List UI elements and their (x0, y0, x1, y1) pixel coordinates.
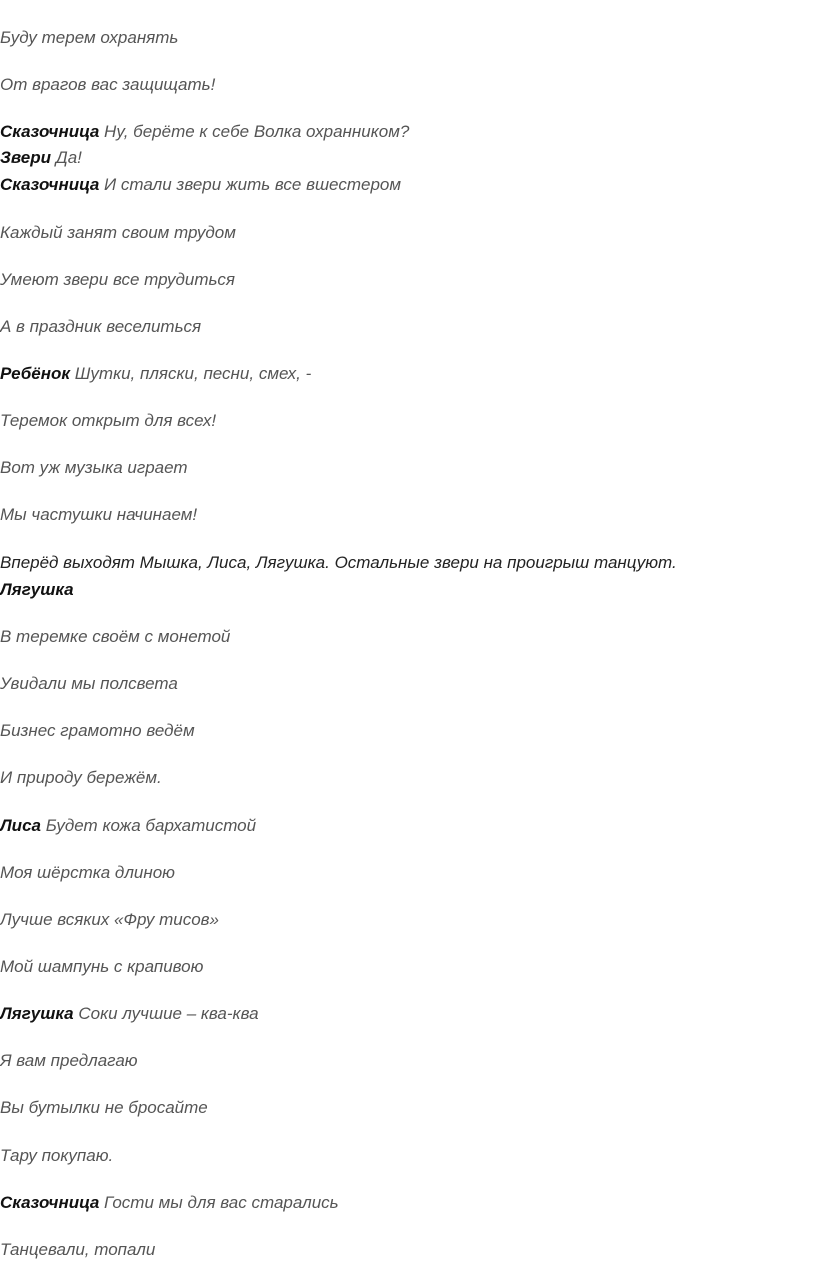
text-line (0, 174, 401, 196)
text-line (0, 457, 188, 479)
text-line (0, 626, 230, 648)
line-text: Будет кожа бархатистой (40, 816, 257, 835)
text-line (0, 720, 195, 742)
line-text: Да! (51, 148, 82, 167)
line-text: Теремок открыт для всех! (0, 411, 217, 430)
text-line (0, 27, 178, 49)
line-text: Ну, берёте к себе Волка охранником? (99, 122, 410, 141)
text-line (0, 74, 215, 96)
line-text: Танцевали, топали (0, 1240, 156, 1259)
speaker-name: Сказочница (0, 175, 100, 194)
line-text: Шутки, пляски, песни, смех, - (70, 364, 312, 383)
line-text: Моя шёрстка длиною (0, 863, 175, 882)
line-text: А в праздник веселиться (0, 317, 202, 336)
text-line (0, 673, 178, 695)
text-line (0, 410, 216, 432)
line-text: Бизнес грамотно ведём (0, 721, 195, 740)
text-line (0, 909, 219, 931)
text-line (0, 1145, 113, 1167)
speaker-name: Сказочница (0, 122, 100, 141)
line-text: От врагов вас защищать! (0, 75, 216, 94)
line-text: Увидали мы полсвета (0, 674, 178, 693)
speaker-name: Лиса (0, 816, 41, 835)
line-text: Вот уж музыка играет (0, 458, 188, 477)
text-line (0, 1050, 138, 1072)
line-text: Соки лучшие – ква-ква (73, 1004, 259, 1023)
text-line (0, 1097, 208, 1119)
speaker-name: Звери (0, 148, 51, 167)
line-text: Мы частушки начинаем! (0, 505, 198, 524)
speaker-name: Лягушка (0, 580, 74, 599)
line-text: Лучше всяких «Фру тисов» (0, 910, 220, 929)
speaker-name: Лягушка (0, 1004, 74, 1023)
text-line (0, 269, 235, 291)
line-text: Гости мы для вас старались (99, 1193, 339, 1212)
text-line (0, 121, 409, 143)
line-text: И стали звери жить все вшестером (99, 175, 402, 194)
text-line (0, 579, 74, 601)
stage-direction (0, 552, 677, 574)
text-line (0, 316, 201, 338)
line-text: В теремке своём с монетой (0, 627, 231, 646)
line-text: Каждый занят своим трудом (0, 223, 236, 242)
text-line (0, 363, 311, 385)
speaker-name: Сказочница (0, 1193, 100, 1212)
text-line (0, 504, 197, 526)
text-line (0, 1192, 339, 1214)
text-line (0, 147, 82, 169)
text-line (0, 767, 162, 789)
text-line (0, 1239, 155, 1261)
line-text: И природу бережём. (0, 768, 162, 787)
text-line (0, 1003, 259, 1025)
speaker-name: Ребёнок (0, 364, 71, 383)
line-text: Вы бутылки не бросайте (0, 1098, 208, 1117)
text-line (0, 862, 175, 884)
line-text: Умеют звери все трудиться (0, 270, 236, 289)
line-text: Мой шампунь с крапивою (0, 957, 204, 976)
line-text: Буду терем охранять (0, 28, 179, 47)
line-text: Тару покупаю. (0, 1146, 114, 1165)
text-line (0, 956, 203, 978)
text-line (0, 222, 236, 244)
line-text: Я вам предлагаю (0, 1051, 138, 1070)
text-line (0, 815, 256, 837)
line-text: Вперёд выходят Мышка, Лиса, Лягушка. Остальные звери на проигрыш танцуют. (0, 553, 677, 572)
